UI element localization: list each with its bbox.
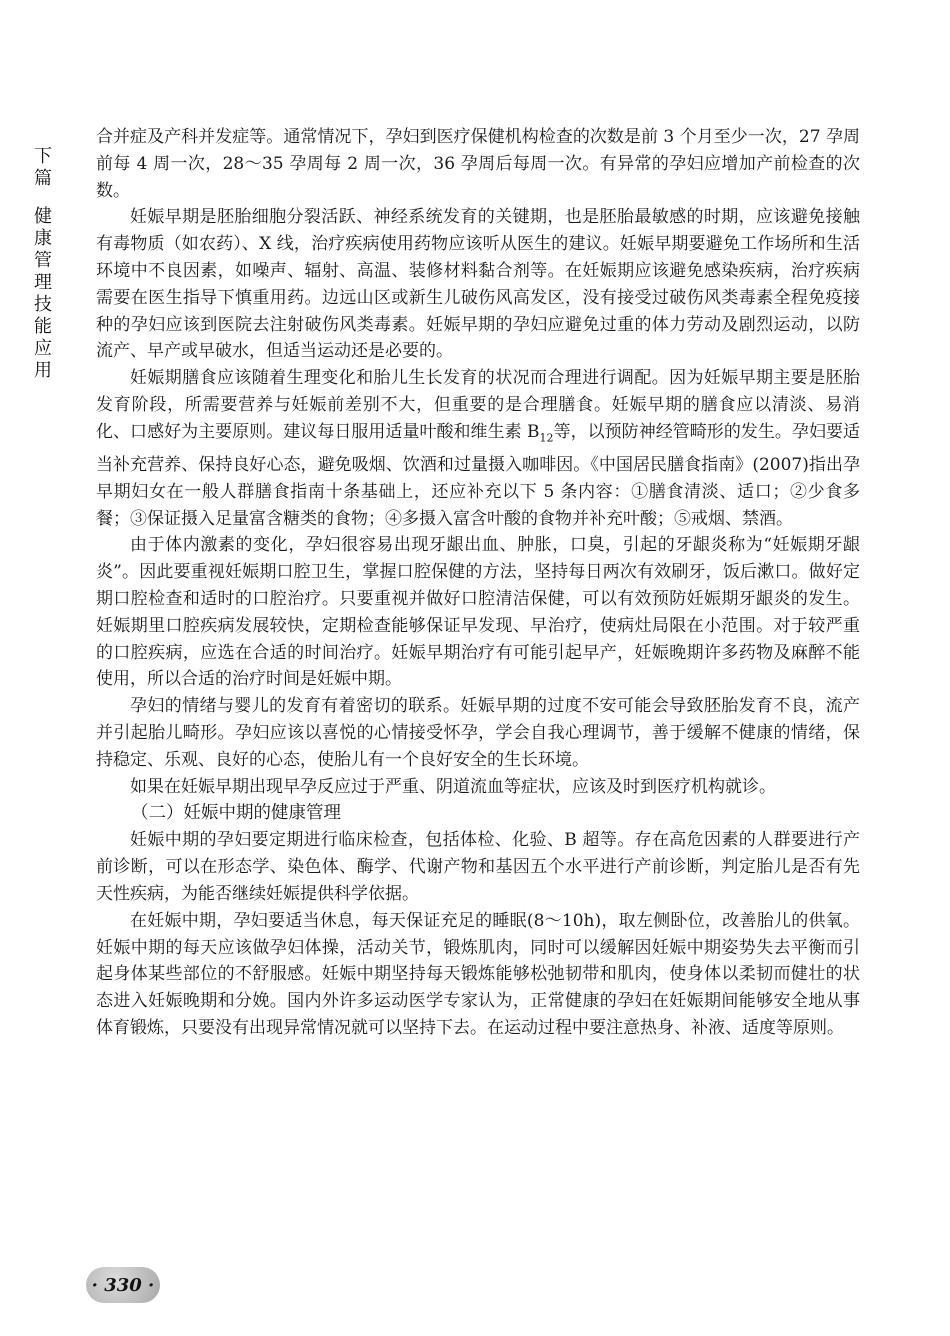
paragraph-3-text-cont: 等，以预防神经管畸形的发生。孕妇要适当补充营养、保持良好心态，避免吸烟、饮酒和过量摄入咖啡因。《中国居民膳食指南》(2007)指出孕早期妇女在一般人群膳食指南十条基础上，还应补充以下 5 条内容：①膳食清淡、适口；②少食多餐；③保证摄入足量富含糖类的食物；④多摄入富含叶酸的食物并补充叶酸；⑤戒烟、禁酒。 <box>96 421 860 529</box>
page-number: · 330 · <box>91 1274 155 1296</box>
vitamin-b12-subscript: 12 <box>539 431 554 445</box>
page-body <box>96 124 860 1042</box>
side-chapter-title: 健康管理技能应用 <box>34 206 52 381</box>
side-running-header <box>30 146 56 382</box>
side-part-label: 下篇 <box>34 146 52 189</box>
section-heading: （二）妊娠中期的健康管理 <box>131 803 341 824</box>
paragraph-6: 如果在妊娠早期出现早孕反应过于严重、阴道流血等症状，应该及时到医疗机构就诊。 <box>130 776 776 797</box>
paragraph-3 <box>96 365 860 532</box>
paragraph-5: 孕妇的情绪与婴儿的发育有着密切的联系。妊娠早期的过度不安可能会导致胚胎发育不良，流产并引起胎儿畸形。孕妇应该以喜悦的心情接受怀孕，学会自我心理调节，善于缓解不健康的情绪，保持稳定、乐观、良好的心态，使胎儿有一个良好安全的生长环境。 <box>96 696 860 770</box>
paragraph-2: 妊娠早期是胚胎细胞分裂活跃、神经系统发育的关键期，也是胚胎最敏感的时期，应该避免接触有毒物质（如农药）、X 线，治疗疾病使用药物应该听从医生的建议。妊娠早期要避免工作场所和生活环境中不良因素，如噪声、辐射、高温、装修材料黏合剂等。在妊娠期应该避免感染疾病，治疗疾病需要在医生指导下慎重用药。边远山区或新生儿破伤风高发区，没有接受过破伤风类毒素全程免疫接种的孕妇应该到医院去注射破伤风类毒素。妊娠早期的孕妇应避免过重的体力劳动及剧烈运动，以防流产、早产或早破水，但适当运动还是必要的。 <box>96 207 860 362</box>
paragraph-3-text: 妊娠期膳食应该随着生理变化和胎儿生长发育的状况而合理进行调配。因为妊娠早期主要是胚胎发育阶段，所需要营养与妊娠前差别不大，但重要的是合理膳食。妊娠早期的膳食应以清淡、易消化、口感好为主要原则。建议每日服用适量叶酸和维生素 B <box>96 368 860 442</box>
paragraph-8: 在妊娠中期，孕妇要适当休息，每天保证充足的睡眠(8～10h)，取左侧卧位，改善胎儿的供氧。妊娠中期的每天应该做孕妇体操，活动关节，锻炼肌肉，同时可以缓解因妊娠中期姿势失去平衡而引起身体某些部位的不舒服感。妊娠中期坚持每天锻炼能够松弛韧带和肌肉，使身体以柔韧而健壮的状态进入妊娠晚期和分娩。国内外许多运动医学专家认为，正常健康的孕妇在妊娠期间能够安全地从事体育锻炼，只要没有出现异常情况就可以坚持下去。在运动过程中要注意热身、补液、适度等原则。 <box>96 910 860 1038</box>
paragraph-7: 妊娠中期的孕妇要定期进行临床检查，包括体检、化验、B 超等。存在高危因素的人群要进行产前诊断，可以在形态学、染色体、酶学、代谢产物和基因五个水平进行产前诊断，判定胎儿是否有先天性疾病，为能否继续妊娠提供科学依据。 <box>96 830 860 904</box>
paragraph-1: 合并症及产科并发症等。通常情况下，孕妇到医疗保健机构检查的次数是前 3 个月至少一次，27 孕周前每 4 周一次，28～35 孕周每 2 周一次，36 孕周后每周一次。有异常的孕妇应增加产前检查的次数。 <box>96 127 860 201</box>
page-number-badge <box>86 1267 160 1303</box>
paragraph-4: 由于体内激素的变化，孕妇很容易出现牙龈出血、肿胀，口臭，引起的牙龈炎称为“妊娠期牙龈炎”。因此要重视妊娠期口腔卫生，掌握口腔保健的方法，坚持每日两次有效刷牙，饭后漱口。做好定期口腔检查和适时的口腔治疗。只要重视并做好口腔清洁保健，可以有效预防妊娠期牙龈炎的发生。妊娠期里口腔疾病发展较快，定期检查能够保证早发现、早治疗，使病灶局限在小范围。对于较严重的口腔疾病，应选在合适的时间治疗。妊娠早期治疗有可能引起早产，妊娠晚期许多药物及麻醉不能使用，所以合适的治疗时间是妊娠中期。 <box>96 535 860 690</box>
